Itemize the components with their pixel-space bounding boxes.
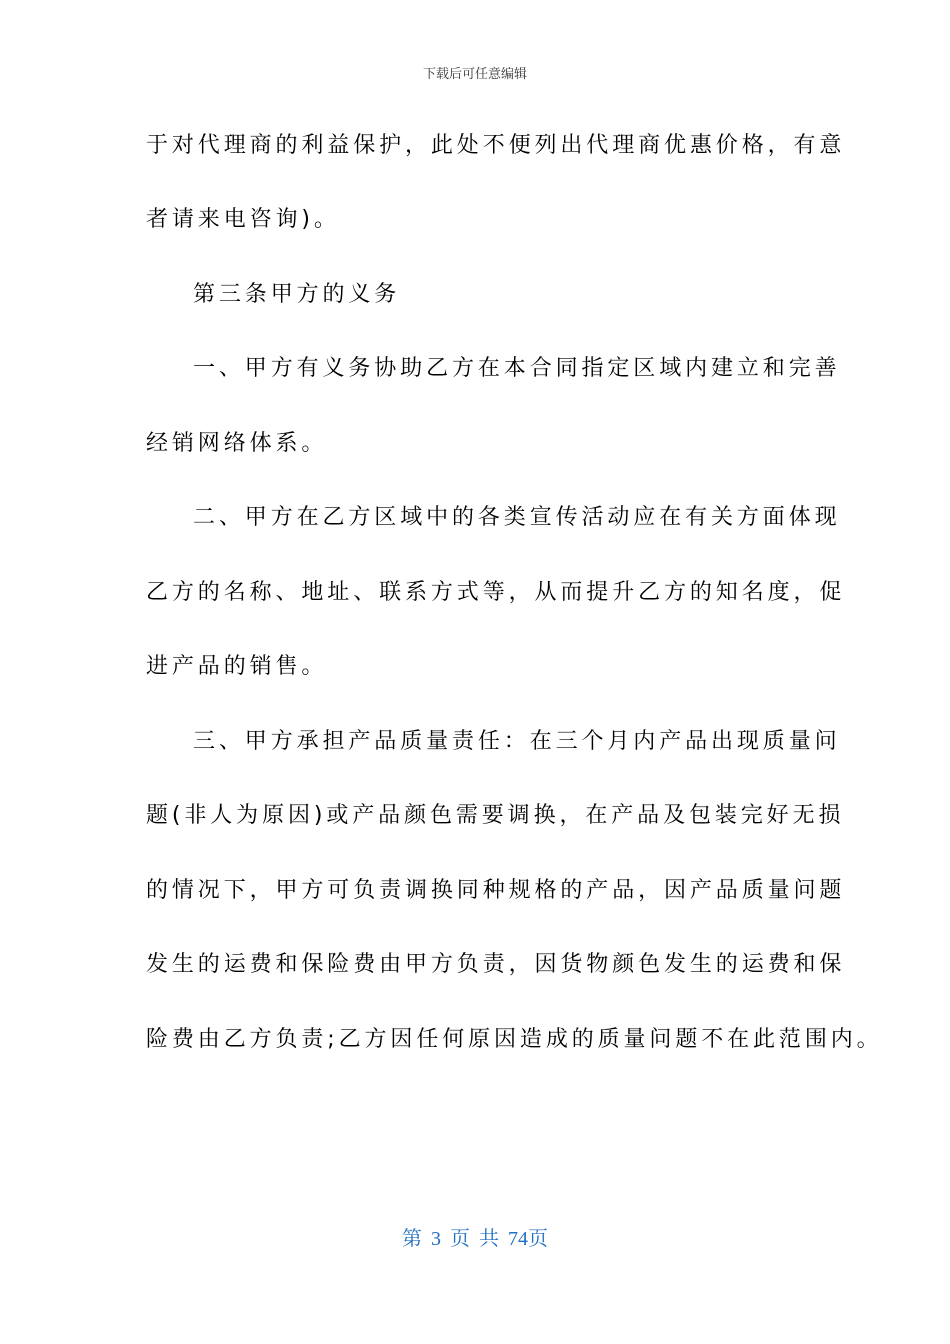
body-line-7: 乙方的名称、地址、联系方式等，从而提升乙方的知名度，促 [146,580,846,605]
body-line-12: 发生的运费和保险费由甲方负责，因货物颜色发生的运费和保 [146,952,846,977]
body-line-6: 二、甲方在乙方区域中的各类宣传活动应在有关方面体现 [193,505,841,530]
section-heading: 第三条甲方的义务 [193,282,401,307]
body-line-2: 者请来电咨询)。 [146,207,340,232]
body-line-9: 三、甲方承担产品质量责任：在三个月内产品出现质量问 [193,729,841,754]
body-line-10: 题(非人为原因)或产品颜色需要调换，在产品及包装完好无损 [146,803,845,828]
body-line-11: 的情况下，甲方可负责调换同种规格的产品，因产品质量问题 [146,878,846,903]
body-line-5: 经销网络体系。 [146,431,328,456]
page-header: 下载后可任意编辑 [422,67,527,82]
body-line-1: 于对代理商的利益保护，此处不便列出代理商优惠价格，有意 [146,133,846,158]
body-line-13: 险费由乙方负责;乙方因任何原因造成的质量问题不在此范围内。 [146,1027,883,1052]
body-line-4: 一、甲方有义务协助乙方在本合同指定区域内建立和完善 [193,356,841,381]
body-line-8: 进产品的销售。 [146,654,328,679]
page-number-footer: 第 3 页 共 74页 [402,1228,548,1250]
